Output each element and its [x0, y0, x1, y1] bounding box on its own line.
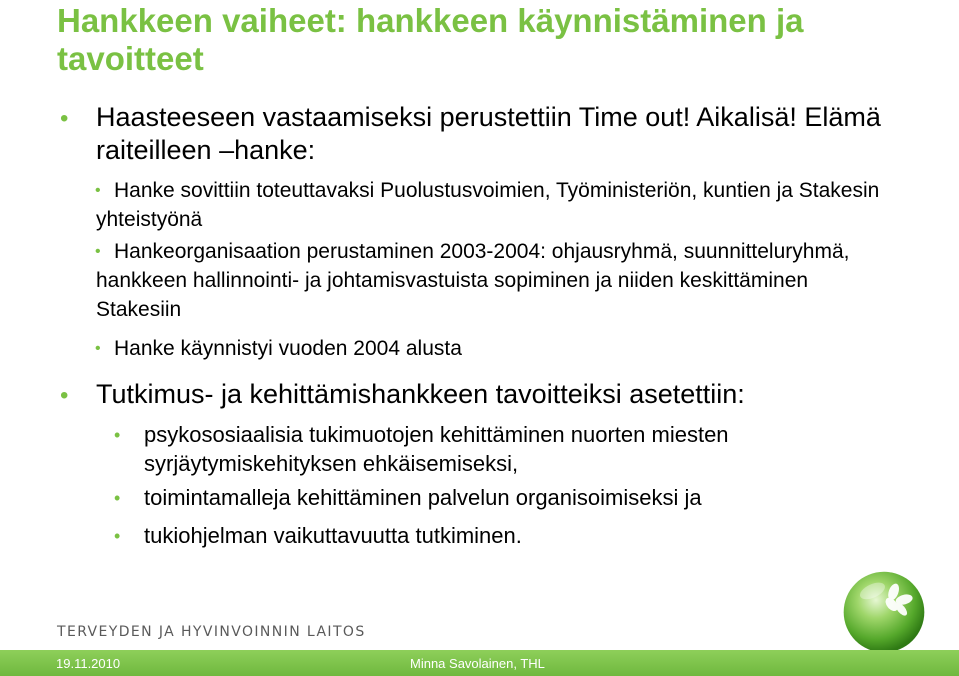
bullet-text: psykososiaalisia tukimuotojen kehittäminen nuorten miesten syrjäytymiskehityksen ehkäisemiseksi,	[144, 422, 729, 476]
bullet-text: toimintamalleja kehittäminen palvelun organisoimiseksi ja	[144, 485, 702, 510]
green-sphere-logo-icon	[836, 566, 932, 662]
bullet-dot-icon: •	[95, 182, 101, 199]
organization-logo-text: TERVEYDEN JA HYVINVOINNIN LAITOS	[57, 624, 366, 640]
bullet-level3-goal-models	[114, 483, 904, 512]
footer-author: Minna Savolainen, THL	[410, 656, 545, 671]
bullet-level2-start	[96, 334, 896, 363]
bullet-dot-icon: •	[114, 526, 121, 546]
bullet-level3-goal-research	[114, 521, 904, 550]
bullet-level2-organisation	[96, 237, 896, 324]
bullet-text: Haasteeseen vastaamiseksi perustettiin Time out! Aikalisä! Elämä raiteilleen –hanke:	[96, 102, 881, 165]
bullet-dot-icon: •	[114, 488, 121, 508]
bullet-dot-icon: •	[60, 382, 69, 409]
bullet-dot-icon: •	[114, 425, 121, 445]
bullet-level1-goals	[60, 378, 896, 411]
bullet-level3-goal-support	[114, 420, 904, 478]
bullet-text: Tutkimus- ja kehittämishankkeen tavoitteiksi asetettiin:	[96, 379, 745, 409]
bullet-text: Hanke sovittiin toteuttavaksi Puolustusvoimien, Työministeriön, kuntien ja Stakesin yhteistyönä	[96, 179, 880, 231]
bullet-text: Hankeorganisaation perustaminen 2003-2004: ohjausryhmä, suunnitteluryhmä, hankkeen hallinnointi- ja johtamisvastuista sopiminen ja niiden keskittäminen Stakesiin	[96, 240, 850, 321]
bullet-dot-icon: •	[95, 340, 101, 357]
bullet-text: Hanke käynnistyi vuoden 2004 alusta	[114, 337, 462, 360]
bullet-dot-icon: •	[95, 243, 101, 260]
bullet-level1-challenge	[60, 101, 896, 167]
bullet-level2-cooperation	[96, 176, 896, 234]
bullet-text: tukiohjelman vaikuttavuutta tutkiminen.	[144, 523, 522, 548]
slide-title: Hankkeen vaiheet: hankkeen käynnistäminen ja tavoitteet	[57, 2, 804, 77]
bullet-dot-icon: •	[60, 105, 69, 132]
footer-date: 19.11.2010	[56, 656, 121, 671]
